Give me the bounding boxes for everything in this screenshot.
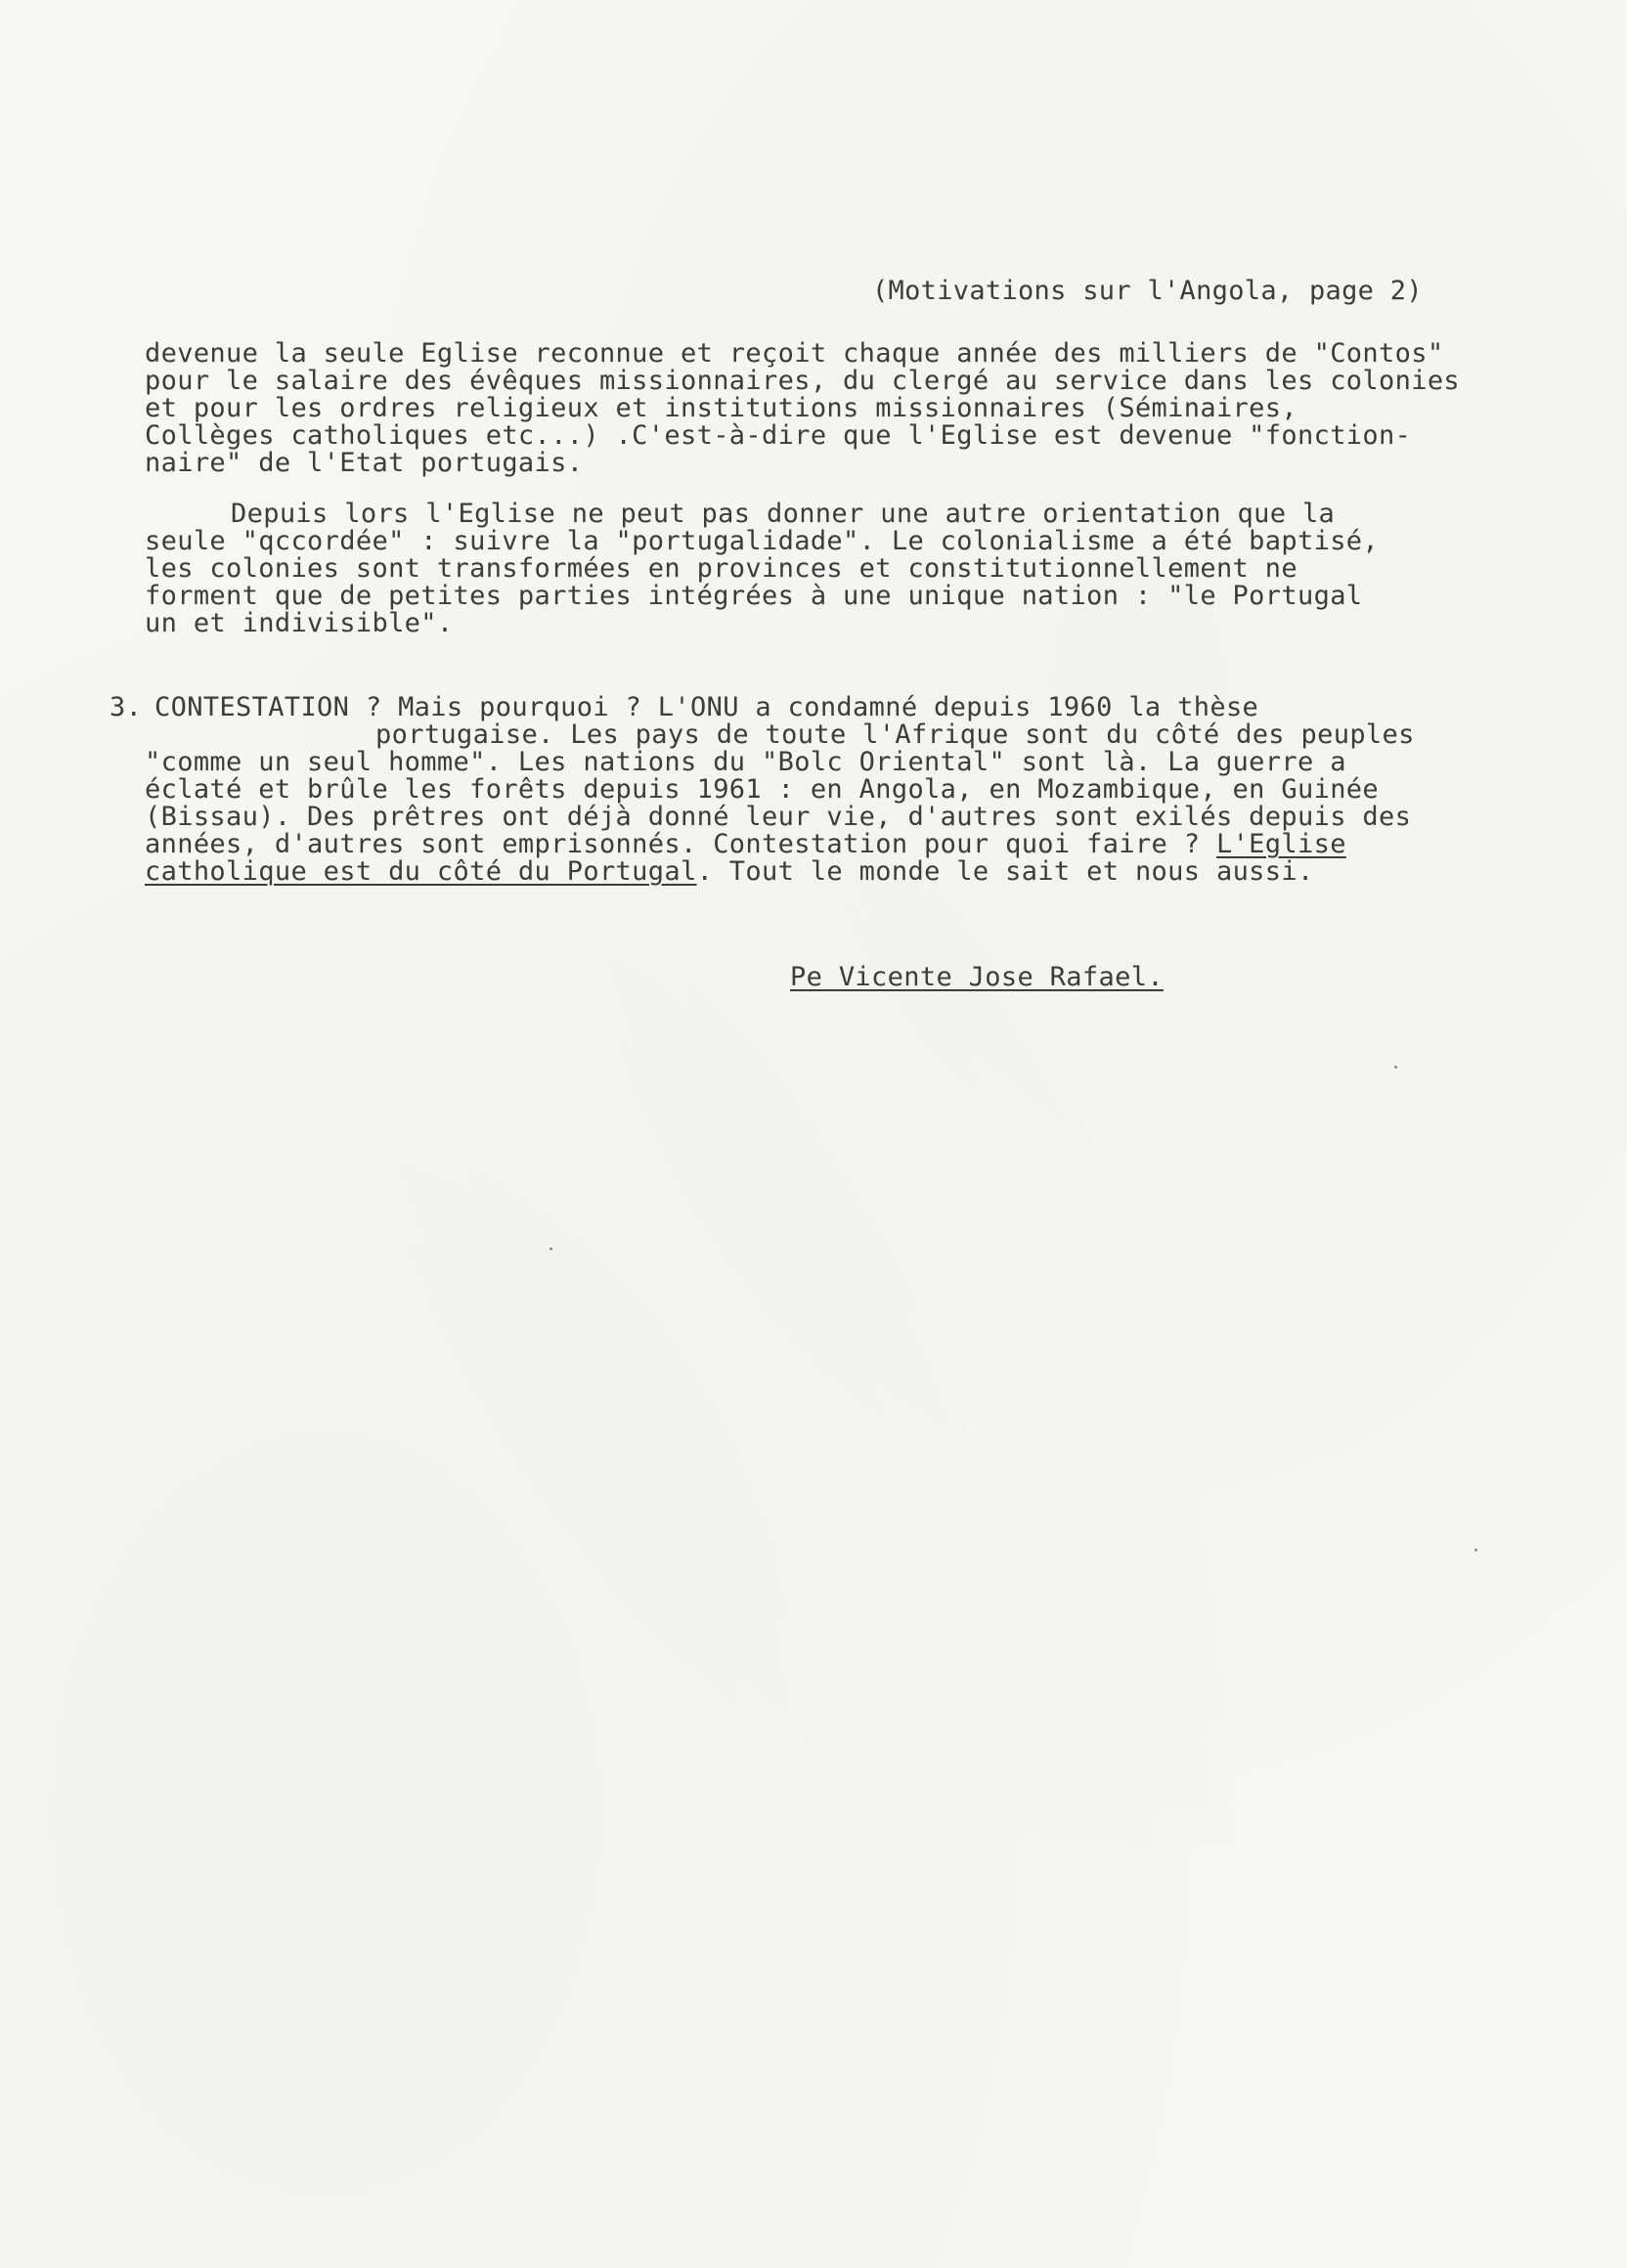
text-line: un et indivisible".	[145, 608, 454, 638]
section-3-line	[110, 694, 1415, 721]
intro-paragraph	[145, 340, 1460, 477]
text-line: et pour les ordres religieux et institutions missionnaires (Séminaires,	[145, 393, 1297, 423]
text-line: Collèges catholiques etc...) .C'est-à-dire que l'Eglise est devenue "fonction-	[145, 420, 1412, 451]
page-header: (Motivations sur l'Angola, page 2)	[872, 276, 1423, 306]
text-line: forment que de petites parties intégrées à une unique nation : "le Portugal	[145, 581, 1363, 611]
second-paragraph	[145, 501, 1379, 637]
text-line: pour le salaire des évêques missionnaires, du clergé au service dans les colonies	[145, 366, 1461, 396]
text-line: CONTESTATION ? Mais pourquoi ? L'ONU a condamné depuis 1960 la thèse	[154, 692, 1259, 722]
text-line: "comme un seul homme". Les nations du "Bolc Oriental" sont là. La guerre a	[145, 747, 1346, 777]
text-line: éclaté et brûle les forêts depuis 1961 : en Angola, en Mozambique, en Guinée	[145, 774, 1380, 805]
section-3-line	[110, 831, 1415, 858]
text-line: . Tout le monde le sait et nous aussi.	[696, 856, 1314, 887]
text-line: années, d'autres sont emprisonnés. Contestation pour quoi faire ?	[145, 829, 1216, 859]
text-line: seule "qccordée" : suivre la "portugalidade". Le colonialisme a été baptisé,	[145, 526, 1380, 556]
text-line: (Bissau). Des prêtres ont déjà donné leur vie, d'autres sont exilés depuis des	[145, 802, 1412, 832]
underlined-text: catholique est du côté du Portugal	[145, 856, 697, 887]
paper-speck	[550, 1247, 552, 1250]
text-line: devenue la seule Eglise reconnue et reçoit chaque année des milliers de "Contos"	[145, 338, 1444, 369]
underlined-text: L'Eglise	[1215, 829, 1346, 859]
text-line: portugaise. Les pays de toute l'Afrique sont du côté des peuples	[375, 720, 1415, 750]
text-line: les colonies sont transformées en provinces et constitutionnellement ne	[145, 553, 1297, 584]
paper-speck	[1474, 1548, 1477, 1551]
text-line: Depuis lors l'Eglise ne peut pas donner une autre orientation que la	[231, 499, 1336, 529]
section-3-line	[110, 858, 1415, 886]
section-3-contestation	[110, 694, 1415, 886]
section-number: 3.	[110, 692, 143, 722]
signature: Pe Vicente Jose Rafael.	[790, 962, 1164, 992]
text-line: naire" de l'Etat portugais.	[145, 448, 584, 478]
paper-speck	[1394, 1066, 1397, 1069]
